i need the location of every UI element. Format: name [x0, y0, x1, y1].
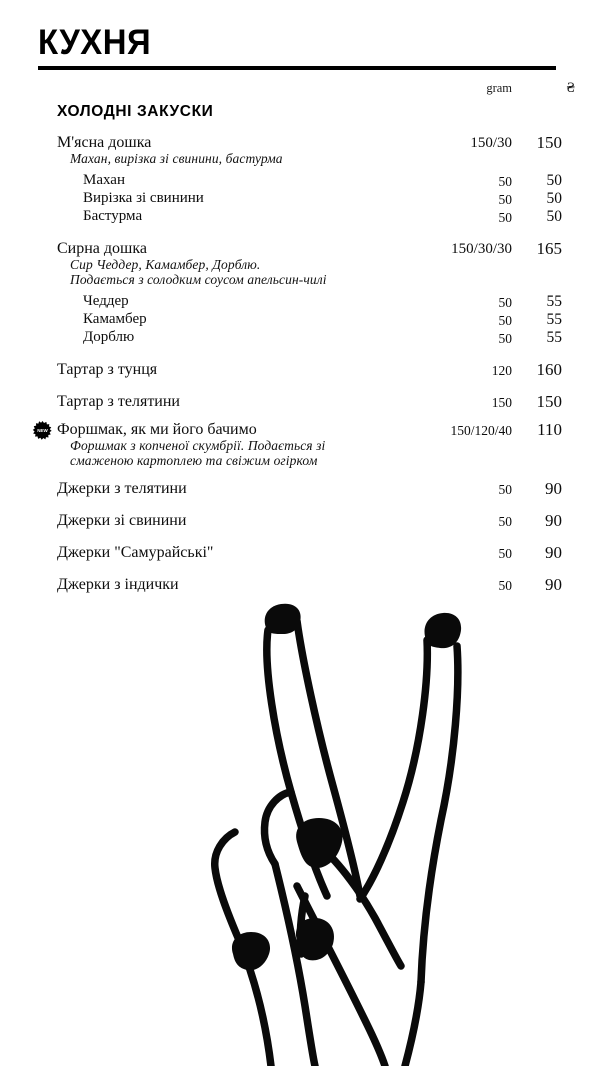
item-price: 90	[545, 574, 562, 594]
item-gram: 50	[498, 577, 512, 593]
subitem-price: 55	[546, 292, 562, 310]
subitem-name: Камамбер	[83, 310, 147, 327]
subitem-name: Махан	[83, 171, 125, 188]
menu-subitem[interactable]	[0, 292, 600, 310]
item-price: 90	[545, 510, 562, 530]
subitem-gram: 50	[498, 294, 512, 310]
item-name: Форшмак, як ми його бачимо	[57, 420, 257, 438]
subitem-name: Чеддер	[83, 292, 129, 309]
menu-subitem[interactable]	[0, 207, 600, 225]
subitem-name: Дорблю	[83, 328, 135, 345]
menu-item[interactable]	[0, 133, 600, 151]
subitem-gram: 50	[498, 191, 512, 207]
item-description: Форшмак з копченої скумбрії. Подається зі	[70, 437, 326, 453]
menu-subitem[interactable]	[0, 189, 600, 207]
item-price: 90	[545, 542, 562, 562]
item-gram: 50	[498, 545, 512, 561]
subitem-gram: 50	[498, 209, 512, 225]
item-name: Тартар з телятини	[57, 392, 180, 410]
item-description: Сир Чеддер, Камамбер, Дорблю.	[70, 256, 261, 272]
subitem-gram: 50	[498, 330, 512, 346]
subitem-price: 50	[546, 207, 562, 225]
menu-subitem[interactable]	[0, 171, 600, 189]
item-description-line2: Подається з солодким соусом апельсин-чилі	[70, 272, 327, 287]
svg-text:NEW: NEW	[37, 427, 48, 433]
menu-item[interactable]	[0, 479, 600, 497]
menu-item[interactable]	[0, 543, 600, 561]
menu-item[interactable]	[0, 575, 600, 593]
masthead	[38, 24, 558, 70]
subitem-gram: 50	[498, 173, 512, 189]
section-heading-cold-appetizers: ХОЛОДНІ ЗАКУСКИ	[57, 103, 214, 120]
menu-subitem[interactable]	[0, 310, 600, 328]
currency-glyph: ₴	[566, 80, 575, 96]
item-description-line2: смаженою картоплею та свіжим огірком	[70, 453, 318, 468]
item-name: Сирна дошка	[57, 239, 147, 257]
item-name: М'ясна дошка	[57, 134, 152, 151]
item-gram: 50	[498, 481, 512, 497]
page-title: КУХНЯ	[38, 23, 152, 62]
item-price: 165	[536, 238, 562, 258]
menu-item[interactable]	[0, 392, 600, 410]
spacer	[0, 469, 600, 479]
item-price: 90	[545, 478, 562, 498]
subitem-price: 50	[546, 189, 562, 207]
menu-subitem[interactable]	[0, 328, 600, 346]
item-name: Тартар з тунця	[57, 360, 158, 378]
subitem-price: 50	[546, 171, 562, 189]
item-name: Джерки зі свинини	[57, 511, 187, 529]
item-gram: 120	[491, 362, 512, 378]
subitem-price: 55	[546, 328, 562, 346]
item-gram: 150/30/30	[451, 240, 512, 257]
menu-list	[0, 133, 600, 593]
item-name: Джерки з телятини	[57, 479, 187, 497]
title-divider	[38, 66, 556, 70]
column-header-price	[0, 80, 575, 96]
item-gram: 150/30	[470, 135, 512, 151]
item-price: 150	[536, 391, 562, 411]
item-gram: 50	[498, 513, 512, 529]
subitem-name: Вирізка зі свинини	[83, 189, 204, 206]
subitem-name: Бастурма	[83, 207, 143, 224]
column-header-gram: gram	[486, 81, 512, 95]
item-description: Махан, вирізка зі свинини, бастурма	[70, 151, 283, 166]
menu-item-new[interactable]	[0, 420, 600, 438]
subitem-gram: 50	[498, 312, 512, 328]
menu-item[interactable]	[0, 239, 600, 257]
item-price: 150	[536, 133, 562, 152]
subitem-price: 55	[546, 310, 562, 328]
menu-item[interactable]	[0, 511, 600, 529]
item-name: Джерки з індички	[57, 575, 179, 593]
item-gram: 150/120/40	[450, 422, 512, 438]
item-gram: 150	[491, 394, 512, 410]
item-price: 110	[537, 419, 562, 439]
item-price: 160	[536, 359, 562, 379]
item-name: Джерки "Самурайські"	[57, 543, 214, 561]
peace-sign-hand-illustration	[205, 596, 490, 1066]
menu-item[interactable]	[0, 360, 600, 378]
